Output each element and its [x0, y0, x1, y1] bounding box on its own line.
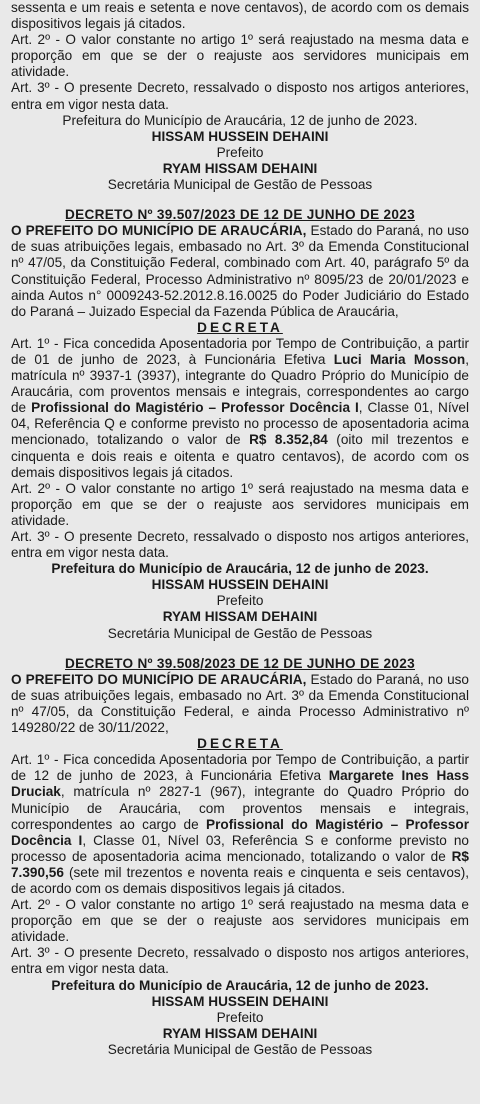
preamble-authority: O PREFEITO DO MUNICÍPIO DE ARAUCÁRIA,	[11, 671, 307, 687]
article-3: Art. 3º - O presente Decreto, ressalvado o disposto nos artigos anteriores, entra em vigor nesta data.	[11, 945, 469, 977]
place-date: Prefeitura do Município de Araucária, 12 de junho de 2023.	[62, 112, 418, 128]
article-1	[11, 336, 469, 481]
secretary-title: Secretária Municipal de Gestão de Pessoas	[107, 177, 373, 193]
employee-name: Margarete Ines Hass Druciak	[11, 768, 469, 800]
mayor-name: HISSAM HUSSEIN DEHAINI	[151, 577, 329, 593]
article-1-tail: sessenta e um reais e setenta e nove centavos), de acordo com os demais dispositivos legais já citados.	[11, 0, 469, 32]
mayor-name: HISSAM HUSSEIN DEHAINI	[151, 993, 329, 1009]
employee-name: Luci Maria Mosson	[333, 351, 466, 367]
article-1-text: , Classe 01, Nível 03, Referência S e conforme previsto no processo de aposentadoria acima mencionado, totalizando o valor de	[11, 832, 469, 864]
pension-value: R$ 8.352,84	[249, 432, 328, 448]
place-date: Prefeitura do Município de Araucária, 12 de junho de 2023.	[51, 561, 429, 577]
article-1-text: (oito mil trezentos e cinquenta e dois reais e oitenta e quatro centavos), de acordo com os demais dispositivos legais já citados.	[11, 432, 469, 480]
article-3: Art. 3º - O presente Decreto, ressalvado o disposto nos artigos anteriores, entra em vigor nesta data.	[11, 80, 469, 112]
decree-39508	[11, 656, 469, 1058]
article-1	[11, 752, 469, 897]
job-title: Profissional do Magistério – Professor Docência I	[11, 816, 469, 848]
decree-preamble	[11, 672, 469, 736]
job-title: Profissional do Magistério – Professor Docência I	[31, 400, 359, 416]
article-1-text: , Classe 01, Nível 04, Referência Q e conforme previsto no processo de aposentadoria acima mencionado, totalizando o valor de	[11, 400, 469, 448]
article-1-text: Art. 1º - Fica concedida Aposentadoria por Tempo de Contribuição, a partir de 01 de junho de 2023, à Funcionária Efetiva	[11, 335, 469, 367]
article-2: Art. 2º - O valor constante no artigo 1º será reajustado na mesma data e proporção em que se der o reajuste aos servidores municipais em atividade.	[11, 897, 469, 945]
place-date: Prefeitura do Município de Araucária, 12 de junho de 2023.	[51, 977, 429, 993]
article-1-text: , matrícula nº 2827-1 (967), integrante do Quadro Próprio do Município de Araucária, com proventos mensais e integrais, correspondentes ao cargo de	[11, 784, 469, 832]
article-2: Art. 2º - O valor constante no artigo 1º será reajustado na mesma data e proporção em que se der o reajuste aos servidores municipais em atividade.	[11, 480, 469, 528]
decree-preamble	[11, 223, 469, 320]
preamble-text: Estado do Paraná, no uso de suas atribuições legais, embasado no Art. 3º da Emenda Constitucional nº 47/05, da Constituição Federal, e ainda Processo Administrativo nº 149280/22 de 30/11/2022,	[11, 671, 469, 736]
preamble-authority: O PREFEITO DO MUNICÍPIO DE ARAUCÁRIA,	[11, 223, 307, 239]
pension-value: R$ 7.390,56	[11, 848, 469, 880]
secretary-title: Secretária Municipal de Gestão de Pessoas	[107, 625, 373, 641]
secretary-name: RYAM HISSAM DEHAINI	[162, 1025, 318, 1041]
mayor-title: Prefeito	[216, 593, 264, 609]
article-1-text: , matrícula nº 3937-1 (3937), integrante do Quadro Próprio do Município de Araucária, com proventos mensais e integrais, correspondentes ao cargo de	[11, 351, 469, 416]
decreta-heading: DECRETA	[197, 736, 283, 752]
decree-title: DECRETO Nº 39.508/2023 DE 12 DE JUNHO DE 2023	[65, 655, 415, 671]
decree-39507	[11, 207, 469, 642]
preamble-text: Estado do Paraná, no uso de suas atribuições legais, embasado no Art. 3º da Emenda Constitucional nº 47/05, da Constituição Federal, combinado com Art. 40, parágrafo 5º da Constituição Federal, Processo Administrativo nº 8095/23 de 20/01/2023 e ainda Autos n° 0009243-52.2012.8.16.0025 do Poder Judiciário do Estado do Paraná – Juizado Especial da Fazenda Pública de Araucária,	[11, 223, 469, 319]
mayor-title: Prefeito	[216, 144, 264, 160]
article-1-text: (sete mil trezentos e noventa reais e cinquenta e seis centavos), de acordo com os demais dispositivos legais já citados.	[11, 864, 469, 896]
secretary-title: Secretária Municipal de Gestão de Pessoas	[107, 1041, 373, 1057]
secretary-name: RYAM HISSAM DEHAINI	[162, 160, 318, 176]
mayor-name: HISSAM HUSSEIN DEHAINI	[151, 128, 329, 144]
mayor-title: Prefeito	[216, 1009, 264, 1025]
article-1-text: Art. 1º - Fica concedida Aposentadoria por Tempo de Contribuição, a partir de 12 de junho de 2023, à Funcionária Efetiva	[11, 752, 469, 784]
article-3: Art. 3º - O presente Decreto, ressalvado o disposto nos artigos anteriores, entra em vigor nesta data.	[11, 529, 469, 561]
previous-decree-tail	[11, 0, 469, 193]
decree-title: DECRETO Nº 39.507/2023 DE 12 DE JUNHO DE 2023	[65, 207, 415, 223]
decreta-heading: DECRETA	[197, 319, 283, 335]
article-2: Art. 2º - O valor constante no artigo 1º será reajustado na mesma data e proporção em que se der o reajuste aos servidores municipais em atividade.	[11, 32, 469, 80]
secretary-name: RYAM HISSAM DEHAINI	[162, 609, 318, 625]
